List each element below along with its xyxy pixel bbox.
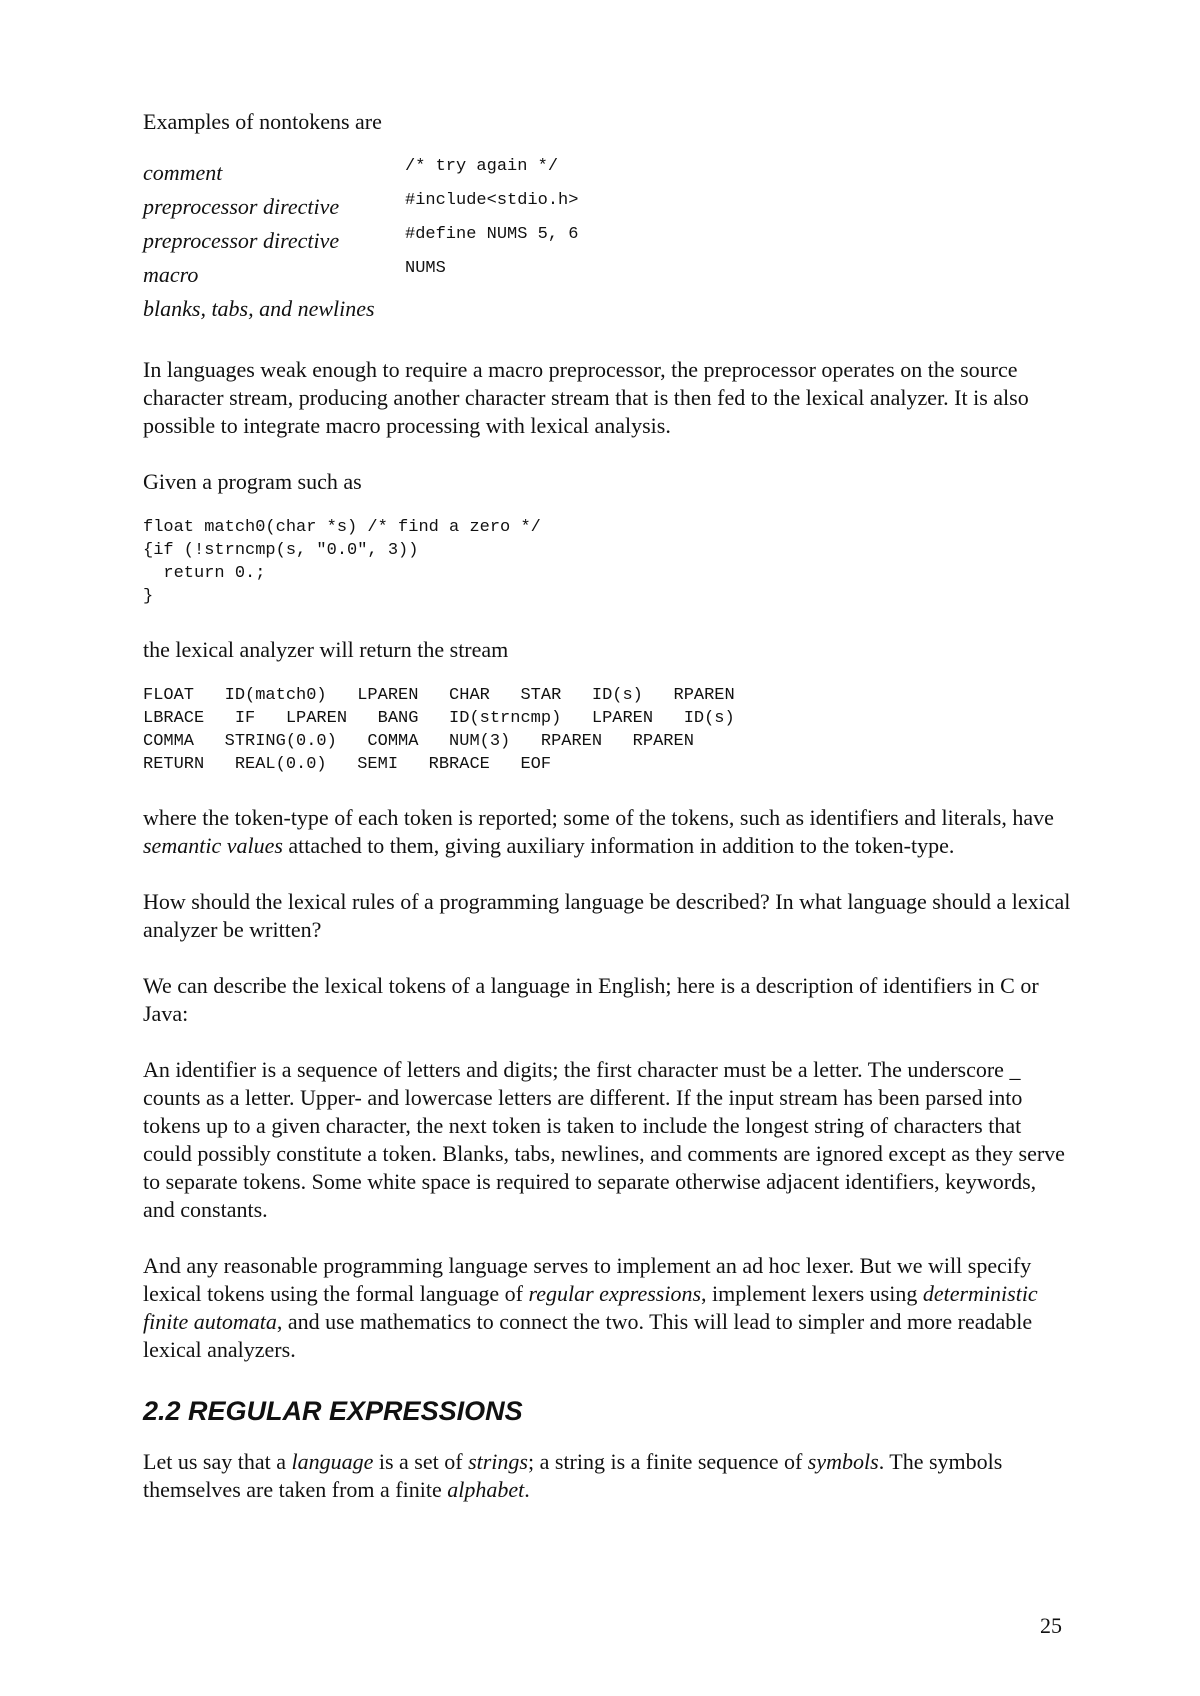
nontoken-example bbox=[405, 286, 1073, 320]
paragraph-stream-intro: the lexical analyzer will return the stream bbox=[143, 637, 509, 662]
section-heading: 2.2 REGULAR EXPRESSIONS bbox=[143, 1396, 523, 1426]
nontoken-example: #define NUMS 5, 6 bbox=[405, 225, 579, 244]
emphasis-strings: strings bbox=[468, 1449, 528, 1474]
emphasis-language: language bbox=[291, 1449, 374, 1474]
intro-text: Examples of nontokens are bbox=[143, 109, 382, 134]
nontoken-term: preprocessor directive bbox=[143, 228, 340, 253]
emphasis-semantic-values: semantic values bbox=[143, 833, 283, 858]
nontoken-term: blanks, tabs, and newlines bbox=[143, 296, 375, 321]
token-line: FLOAT ID(match0) LPAREN CHAR STAR ID(s) RPAREN bbox=[143, 686, 735, 705]
emphasis-regular-expressions: regular expressions bbox=[528, 1281, 702, 1306]
paragraph-english: We can describe the lexical tokens of a language in English; here is a description of identifiers in C or Java: bbox=[143, 973, 1039, 1026]
emphasis-symbols: symbols bbox=[807, 1449, 879, 1474]
page-body bbox=[143, 108, 1073, 1504]
paragraph-macro: In languages weak enough to require a macro preprocessor, the preprocessor operates on the source character stream, producing another character stream that is then fed to the lexical analyzer. It is also possible to integrate macro processing with lexical analysis. bbox=[143, 357, 1029, 438]
nontoken-term: macro bbox=[143, 262, 199, 287]
code-line: } bbox=[143, 587, 154, 606]
nontokens-table bbox=[143, 156, 1073, 326]
nontoken-term: comment bbox=[143, 160, 223, 185]
paragraph-given: Given a program such as bbox=[143, 469, 362, 494]
page-number: 25 bbox=[1040, 1613, 1062, 1638]
paragraph-identifier: An identifier is a sequence of letters and digits; the first character must be a letter. The underscore _ counts as a letter. Upper- and lowercase letters are different. If the input stream has been parsed into tokens up to a given character, the next token is taken to include the longest string of characters that could possibly constitute a token. Blanks, tabs, newlines, and comments are ignored except as they serve to separate tokens. Some white space is required to separate otherwise adjacent identifiers, keywords, and constants. bbox=[143, 1057, 1065, 1222]
token-line: COMMA STRING(0.0) COMMA NUM(3) RPAREN RPAREN bbox=[143, 732, 694, 751]
code-line: float match0(char *s) /* find a zero */ bbox=[143, 518, 541, 537]
code-line: {if (!strncmp(s, "0.0", 3)) bbox=[143, 541, 419, 560]
program-code-block bbox=[143, 516, 1073, 608]
paragraph-regex: And any reasonable programming language serves to implement an ad hoc lexer. But we will specify lexical tokens using the formal language of regular expressions, implement lexers using deterministic finite automata, and use mathematics to connect the two. This will lead to simpler and more readable lexical analyzers. bbox=[143, 1253, 1038, 1362]
token-line: LBRACE IF LPAREN BANG ID(strncmp) LPAREN ID(s) bbox=[143, 709, 735, 728]
nontoken-example: NUMS bbox=[405, 259, 446, 278]
emphasis-alphabet: alphabet bbox=[447, 1477, 525, 1502]
token-stream-block bbox=[143, 684, 1073, 776]
paragraph-question: How should the lexical rules of a programming language be described? In what language should a lexical analyzer be written? bbox=[143, 889, 1071, 942]
nontoken-example: #include<stdio.h> bbox=[405, 191, 579, 210]
code-line: return 0.; bbox=[143, 564, 266, 583]
nontoken-term: preprocessor directive bbox=[143, 194, 340, 219]
emphasis-dfa: deterministic finite automata bbox=[143, 1281, 1038, 1334]
nontoken-example: /* try again */ bbox=[405, 157, 559, 176]
paragraph-semantic-values: where the token-type of each token is reported; some of the tokens, such as identifiers and literals, have semantic values attached to them, giving auxiliary information in addition to the token-type. bbox=[143, 805, 1054, 858]
token-line: RETURN REAL(0.0) SEMI RBRACE EOF bbox=[143, 755, 552, 774]
paragraph-language: Let us say that a language is a set of strings; a string is a finite sequence of symbols. The symbols themselves are taken from a finite alphabet. bbox=[143, 1449, 1003, 1502]
